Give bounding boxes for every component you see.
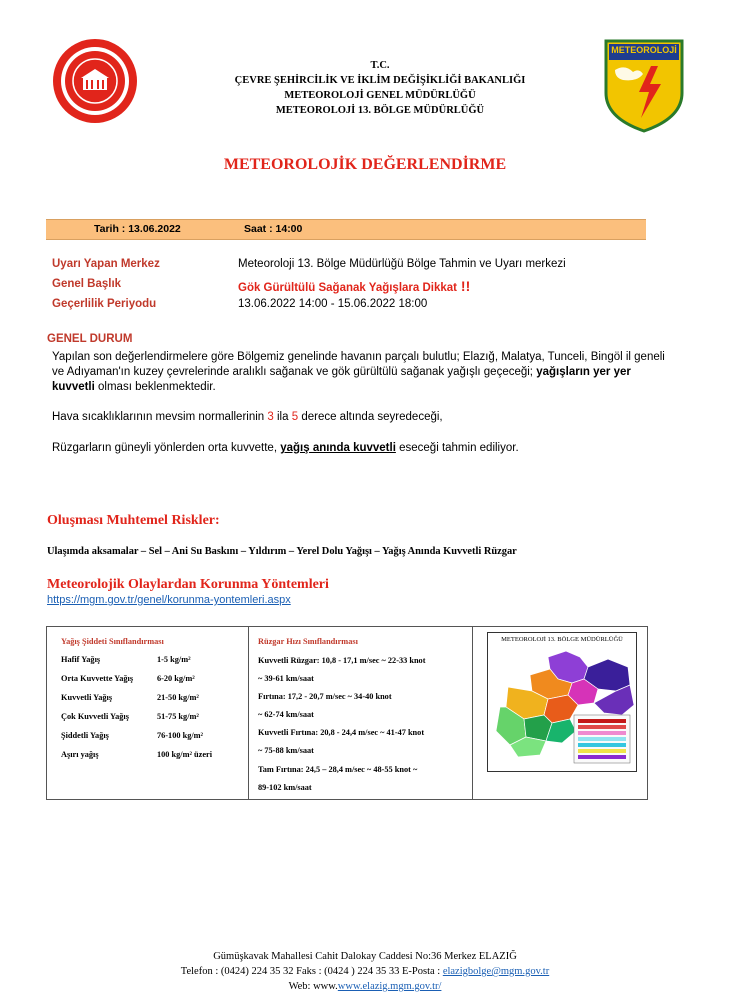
footer-phone: Telefon : (0424) 224 35 32 Faks : (0424 ) 224 35 33 E-Posta :	[180, 966, 441, 977]
classification-table: Yağış Şiddeti Sınıflandırması Hafif Yağış 1-5 kg/m² Orta Kuvvette Yağış 6-20 kg/m² Kuvvetli Yağış 21-50 kg/m² Çok Kuvvetli Yağış 51-75 kg/m² Şiddetli Yağış 76-100 kg/m² Aşırı yağış 100 kg/m² üzeri Rüzgar Hızı Sınıflandırması Kuvvetli Rüzgar: 10,8 - 17,1 m/sec ~ 22-33 knot ~ 39-61 km/saat Fırtına: 17,2 - 20,7 m/sec ~ 34-40 knot ~ 62-74 km/saat Kuvvetli Fırtına: 20,8 - 24,4 m/sec ~ 41-47 knot ~ 75-88 km/saat Tam Fırtına: 24,5 – 28,4 m/sec ~ 48-55 knot ~ 89-102 km/saat METEOROLOJİ 13. BÖLGE MÜDÜRLÜĞÜ	[46, 626, 648, 800]
title-label: Genel Başlık	[52, 278, 122, 290]
region-map	[487, 632, 637, 772]
rain-table-title: Yağış Şiddeti Sınıflandırması	[61, 637, 164, 646]
footer-web	[0, 981, 730, 992]
wind-line: 89-102 km/saat	[258, 783, 312, 792]
p3-text-a: Rüzgarların güneyli yönlerden orta kuvvette,	[52, 442, 278, 454]
title-exclamation: !!	[457, 278, 471, 294]
p1-text-c: olması beklenmektedir.	[98, 381, 216, 393]
period-label: Geçerlilik Periyodu	[52, 298, 157, 310]
genel-durum-heading: GENEL DURUM	[47, 333, 133, 345]
p2-text-a: Hava sıcaklıklarının mevsim normallerinin	[52, 411, 265, 423]
wind-line: Kuvvetli Rüzgar: 10,8 - 17,1 m/sec ~ 22-33 knot	[258, 656, 426, 665]
protection-link[interactable]: https://mgm.gov.tr/genel/korunma-yontemleri.aspx	[47, 594, 291, 606]
date-bar	[46, 219, 646, 240]
header-line-tc: T.C.	[370, 60, 390, 71]
p2-number-2: 5	[291, 411, 299, 423]
ministry-seal-logo	[52, 38, 138, 124]
center-value: Meteoroloji 13. Bölge Müdürlüğü Bölge Tahmin ve Uyarı merkezi	[238, 258, 566, 270]
ministry-header	[170, 58, 590, 118]
wind-line: Fırtına: 17,2 - 20,7 m/sec ~ 34-40 knot	[258, 692, 392, 701]
header-line-directorate: METEOROLOJİ GENEL MÜDÜRLÜĞÜ	[284, 90, 476, 101]
p1-text-bold: yağışların yer yer kuvvetli	[52, 366, 631, 393]
genel-durum-paragraph-3	[52, 441, 672, 456]
region-map-title: METEOROLOJİ 13. BÖLGE MÜDÜRLÜĞÜ	[501, 636, 623, 643]
wind-line: ~ 39-61 km/saat	[258, 674, 314, 683]
header-line-region: METEOROLOJİ 13. BÖLGE MÜDÜRLÜĞÜ	[275, 105, 485, 116]
footer-web-label: Web: www.	[288, 981, 338, 992]
center-label: Uyarı Yapan Merkez	[52, 258, 160, 270]
p2-number-1: 3	[267, 411, 274, 423]
footer-email-link[interactable]: elazigbolge@mgm.gov.tr	[442, 966, 550, 977]
title-value	[238, 278, 470, 294]
p2-mid: ila	[277, 411, 289, 423]
meteoroloji-logo	[603, 38, 685, 133]
logo-text: METEOROLOJİ	[611, 45, 677, 55]
risks-text: Ulaşımda aksamalar – Sel – Ani Su Baskını – Yıldırım – Yerel Dolu Yağışı – Yağış Anında Kuvvetli Rüzgar	[47, 546, 517, 557]
wind-line: ~ 62-74 km/saat	[258, 710, 314, 719]
date-label: Tarih : 13.06.2022	[94, 223, 181, 235]
header-line-ministry: ÇEVRE ŞEHİRCİLİK VE İKLİM DEĞİŞİKLİĞİ BAKANLIĞI	[234, 75, 526, 86]
p2-text-b: derece altında seyredeceği,	[301, 411, 443, 423]
p3-text-bold: yağış anında kuvvetli	[280, 442, 396, 454]
genel-durum-paragraph-1	[52, 350, 672, 395]
footer-address: Gümüşkavak Mahallesi Cahit Dalokay Caddesi No:36 Merkez ELAZIĞ	[213, 951, 517, 962]
footer-web-link[interactable]: www.elazig.mgm.gov.tr/	[337, 981, 442, 992]
protection-heading: Meteorolojik Olaylardan Korunma Yöntemleri	[47, 577, 329, 592]
wind-table-title: Rüzgar Hızı Sınıflandırması	[258, 637, 358, 646]
p3-text-c: eseceği tahmin ediliyor.	[399, 442, 519, 454]
wind-line: Tam Fırtına: 24,5 – 28,4 m/sec ~ 48-55 knot ~	[258, 765, 418, 774]
wind-line: Kuvvetli Fırtına: 20,8 - 24,4 m/sec ~ 41-47 knot	[258, 728, 425, 737]
title-value-text: Gök Gürültülü Sağanak Yağışlara Dikkat	[238, 282, 458, 294]
genel-durum-paragraph-2	[52, 410, 672, 425]
time-label: Saat : 14:00	[244, 223, 303, 235]
footer-contact	[0, 966, 730, 977]
risks-heading: Oluşması Muhtemel Riskler:	[47, 513, 220, 528]
period-value: 13.06.2022 14:00 - 15.06.2022 18:00	[238, 298, 428, 310]
page-title: METEOROLOJİK DEĞERLENDİRME	[223, 156, 507, 173]
wind-line: ~ 75-88 km/saat	[258, 746, 314, 755]
p1-text-a: Yapılan son değerlendirmelere göre Bölgemiz genelinde havanın parçalı bulutlu; Elazığ, Malatya, Tunceli, Bingöl il geneli ve Adıyaman'ın kuzey çevrelerinde aralıklı sağanak ve gök gürültülü sağanak yağışlı geçeceği;	[52, 351, 665, 378]
